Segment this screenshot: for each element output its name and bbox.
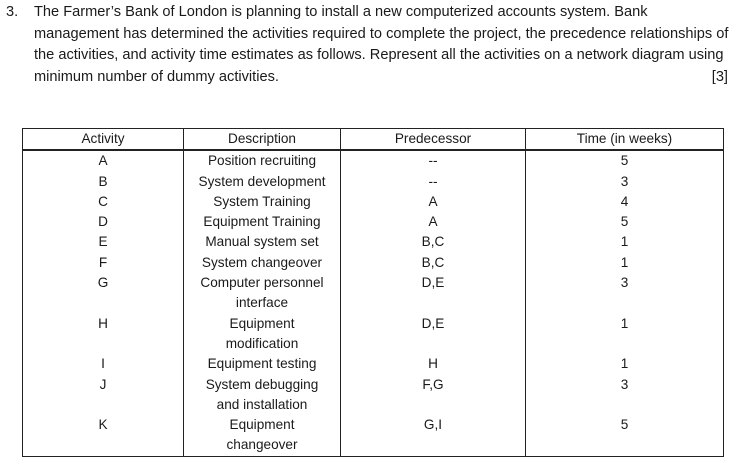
description-line: System Training bbox=[213, 193, 311, 209]
cell-predecessor: G,I bbox=[341, 415, 526, 456]
table-row bbox=[23, 415, 724, 456]
description-line: Manual system set bbox=[205, 234, 319, 250]
description-line: System development bbox=[198, 173, 326, 189]
cell-activity: D bbox=[23, 212, 184, 232]
cell-time: 5 bbox=[526, 150, 724, 171]
cell-predecessor: H bbox=[341, 354, 526, 374]
cell-description bbox=[184, 172, 341, 192]
cell-activity: H bbox=[23, 314, 184, 355]
cell-predecessor: B,C bbox=[341, 253, 526, 273]
table-row bbox=[23, 150, 724, 171]
cell-predecessor: D,E bbox=[341, 314, 526, 355]
cell-predecessor: -- bbox=[341, 150, 526, 171]
cell-description bbox=[184, 253, 341, 273]
table-row bbox=[23, 314, 724, 355]
question-number: 3. bbox=[6, 4, 19, 20]
cell-time: 3 bbox=[526, 375, 724, 416]
cell-activity: I bbox=[23, 354, 184, 374]
cell-activity: J bbox=[23, 375, 184, 416]
activities-table bbox=[22, 128, 724, 457]
description-line: and installation bbox=[216, 396, 308, 412]
description-line: interface bbox=[235, 295, 289, 311]
cell-predecessor: F,G bbox=[341, 375, 526, 416]
cell-activity: F bbox=[23, 253, 184, 273]
description-line: Equipment testing bbox=[207, 356, 317, 372]
cell-description bbox=[184, 375, 341, 416]
cell-time: 1 bbox=[526, 253, 724, 273]
cell-time: 1 bbox=[526, 314, 724, 355]
cell-description bbox=[184, 314, 341, 355]
question-marks: [3] bbox=[711, 68, 728, 85]
header-description: Description bbox=[184, 129, 341, 151]
cell-time: 3 bbox=[526, 172, 724, 192]
header-predecessor: Predecessor bbox=[341, 129, 526, 151]
table-row bbox=[23, 212, 724, 232]
table-row bbox=[23, 232, 724, 252]
question-block bbox=[6, 2, 736, 88]
cell-activity: C bbox=[23, 192, 184, 212]
cell-description bbox=[184, 232, 341, 252]
cell-activity: E bbox=[23, 232, 184, 252]
description-line: Computer personnel bbox=[200, 275, 324, 291]
cell-description bbox=[184, 273, 341, 314]
description-line: System debugging bbox=[205, 376, 319, 392]
description-line: Equipment bbox=[229, 315, 295, 331]
table-row bbox=[23, 253, 724, 273]
cell-time: 5 bbox=[526, 212, 724, 232]
description-line: modification bbox=[225, 335, 299, 351]
table-body bbox=[23, 150, 724, 456]
cell-predecessor: -- bbox=[341, 172, 526, 192]
cell-time: 3 bbox=[526, 273, 724, 314]
cell-activity: A bbox=[23, 150, 184, 171]
cell-predecessor: D,E bbox=[341, 273, 526, 314]
table-row bbox=[23, 192, 724, 212]
cell-predecessor: A bbox=[341, 192, 526, 212]
cell-description bbox=[184, 212, 341, 232]
cell-time: 1 bbox=[526, 354, 724, 374]
description-line: changeover bbox=[226, 437, 298, 453]
cell-description bbox=[184, 192, 341, 212]
cell-predecessor: A bbox=[341, 212, 526, 232]
table-row bbox=[23, 172, 724, 192]
description-line: Equipment Training bbox=[203, 214, 321, 230]
table-row bbox=[23, 375, 724, 416]
cell-description bbox=[184, 415, 341, 456]
cell-time: 1 bbox=[526, 232, 724, 252]
table-header-row bbox=[23, 129, 724, 151]
table-row bbox=[23, 273, 724, 314]
cell-time: 4 bbox=[526, 192, 724, 212]
cell-activity: G bbox=[23, 273, 184, 314]
cell-time: 5 bbox=[526, 415, 724, 456]
table-row bbox=[23, 354, 724, 374]
cell-description bbox=[184, 150, 341, 171]
cell-activity: B bbox=[23, 172, 184, 192]
description-line: Position recruiting bbox=[207, 153, 317, 169]
description-line: Equipment bbox=[229, 417, 295, 433]
cell-activity: K bbox=[23, 415, 184, 456]
header-activity: Activity bbox=[23, 129, 184, 151]
description-line: System changeover bbox=[201, 254, 323, 270]
cell-predecessor: B,C bbox=[341, 232, 526, 252]
question-text: The Farmer’s Bank of London is planning to install a new computerized accounts system. Bank management has determined the activities required to complete the project, the precedence relationships of the activities, and activity time estimates as follows. Represent all the activities on a network diagram using minimum number of dummy activities. bbox=[34, 4, 729, 85]
header-time: Time (in weeks) bbox=[526, 129, 724, 151]
cell-description bbox=[184, 354, 341, 374]
